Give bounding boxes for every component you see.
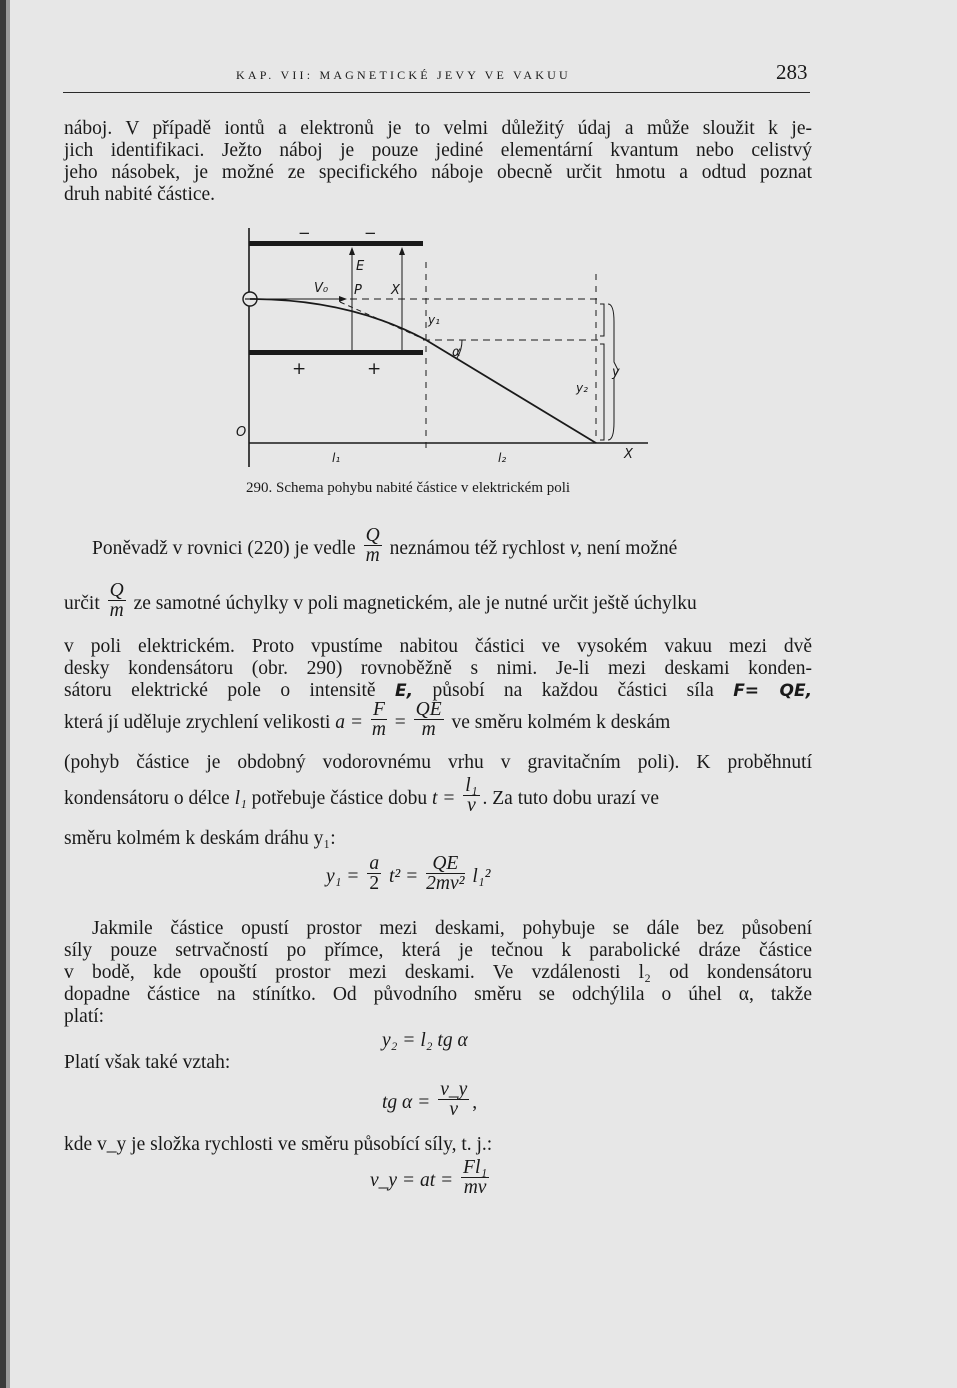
label-l1: l₁ [332,451,341,465]
text-line: druh nabité částice. [64,184,216,205]
intro-paragraph [64,118,812,206]
paragraph-electric-field [64,636,812,702]
label-minus-2: − [364,224,377,242]
text-line: síly pouze setrvačností po přímce, která je tečnou k parabolické dráze částice [64,940,812,961]
text-line: směru kolmém k deskám dráhu y₁: [64,828,336,849]
figure-caption: 290. Schema pohybu nabité částice v elektrickém poli [246,480,571,496]
label-P: P [354,283,362,298]
header-rule [63,92,810,93]
text-line: jeho násobek, je možné ze specifického náboje obecně určit hmotu a odtud poznat [64,162,812,183]
label-v0: V₀ [314,281,329,296]
figure-290 [230,222,670,472]
paragraph-tangent [64,918,812,1028]
text-line: v bodě, kde opouští prostor mezi deskami. Ve vzdálenosti l₂ od kondensátoru [64,962,812,983]
text-line: která jí uděluje zrychlení velikosti a = $\frac{F}{m}$ = $\frac{QE}{m}$ ve směru kolmém k deskám [64,699,671,740]
bottom-plate [249,350,423,355]
text-line: platí: [64,1006,105,1027]
equation-y1: y₁ = $\frac{a}{2}$ t² = $\frac{QE}{\text{2mv²}}$ l₁² [326,853,491,894]
top-plate [249,241,423,246]
equation-vy: v_y = at = $\frac{\text{Fl₁}}{mv}$ [370,1157,488,1198]
fraction-q-over-m: $\frac{Q}{m}$ [365,525,380,566]
label-y1: y₁ [428,313,440,327]
label-alpha: α [452,345,461,360]
page-binding-shadow [6,0,10,1388]
label-X2: X [624,447,633,462]
label-plus-2: + [367,359,382,379]
page-number: 283 [776,60,808,84]
fraction-q-over-m-2: $\frac{Q}{m}$ [109,580,124,621]
label-X1: X [391,283,400,298]
label-minus-1: − [298,224,311,242]
label-y2: y₂ [576,381,588,395]
trajectory-curve [250,299,426,340]
equation-tg-alpha: tg α = $\frac{v\_y}{v}$ , [382,1079,478,1120]
label-l2: l₂ [498,451,507,465]
label-y: y [612,365,620,380]
text-line: sátoru elektrické pole o intensitě E, působí na každou částici síla F= QE, [64,680,813,701]
text-line: Jakmile částice opustí prostor mezi deskami, pohybuje se dále bez působení [92,918,812,939]
label-plus-1: + [292,359,307,379]
text-line: desky kondensátoru (obr. 290) rovnoběžně s nimi. Je-li mezi deskami konden- [64,658,812,679]
text-line: určit $\frac{Q}{m}$ ze samotné úchylky v poli magnetickém, ale je nutné určit ještě úchylku [64,580,697,621]
label-O: O [236,425,247,440]
text-line: kondensátoru o délce l₁ potřebuje částice dobu t = $\frac{\text{l₁}}{v}$ . Za tuto dobu urazí ve [64,775,660,816]
text-line: Poněvadž v rovnici (220) je vedle $\frac{Q}{m}$ neznámou též rychlost v, není možné [92,525,678,566]
label-E: E [356,259,365,274]
text-line: dopadne částice na stínítko. Od původního směru se odchýlila o úhel α, takže [64,984,812,1005]
equation-y2: y₂ = l₂ tg α [382,1030,468,1051]
text-line: náboj. V případě iontů a elektronů je to velmi důležitý údaj a může sloužit k je- [64,118,812,139]
text-line: v poli elektrickém. Proto vpustíme nabitou částici ve vysokém vakuu mezi dvě [64,636,812,657]
text-line: jich identifikaci. Ježto náboj je pouze jediné elementární kvantum nebo celistvý [64,140,812,161]
text-line: Platí však také vztah: [64,1052,231,1073]
text-line: kde v_y je složka rychlosti ve směru působící síly, t. j.: [64,1134,493,1155]
text-line-pohyb: (pohyb částice je obdobný vodorovnému vrhu v gravitačním poli). K proběhnutí [64,752,812,773]
running-head: KAP. VII: MAGNETICKÉ JEVY VE VAKUU [236,68,571,82]
